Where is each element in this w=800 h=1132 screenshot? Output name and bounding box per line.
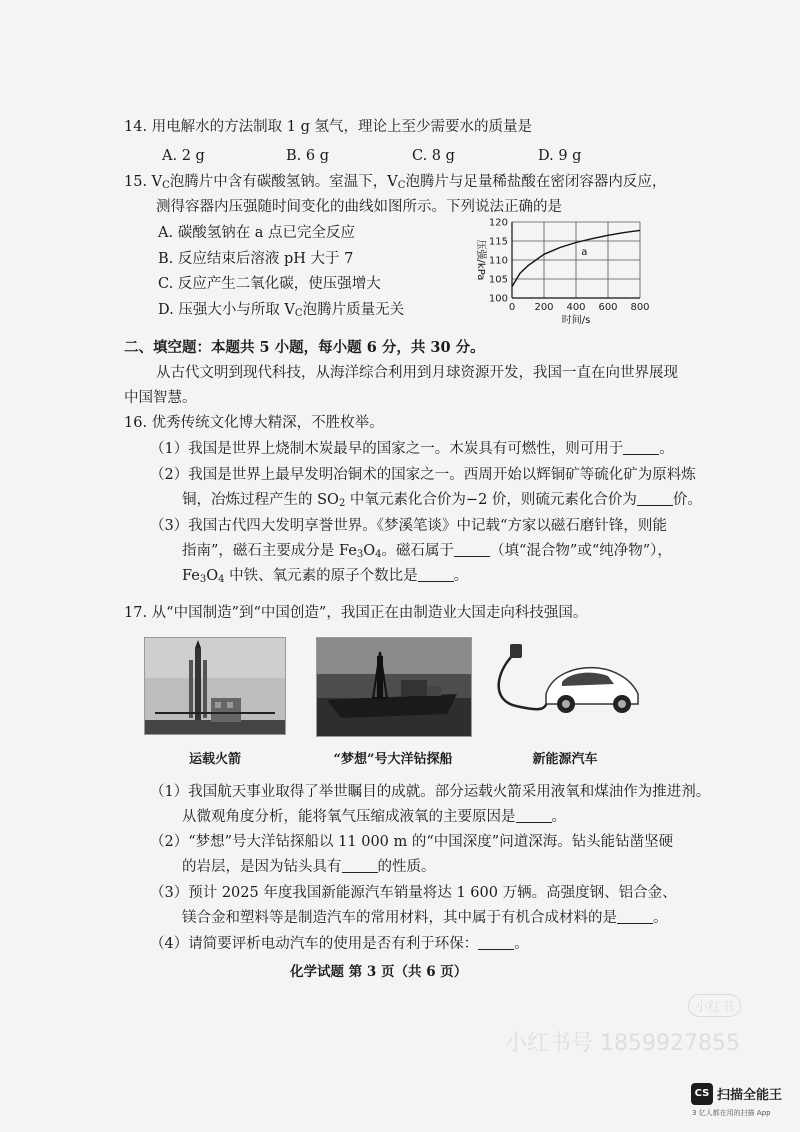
watermark-text: 小红书号 1859927855 xyxy=(505,1031,740,1056)
q17-part1-line2: 从微观角度分析，能将氧气压缩成液氧的主要原因是 。 xyxy=(182,809,566,825)
q14-option-b: B. 6 g xyxy=(286,148,329,164)
q15-option-a: A. 碳酸氢钠在 a 点已完全反应 xyxy=(158,225,356,241)
section-title: 二、填空题：本题共 5 小题，每小题 6 分，共 30 分。 xyxy=(124,339,485,356)
x-tick-label: 400 xyxy=(566,302,586,313)
q15-stem-line2: 测得容器内压强随时间变化的曲线如图所示。下列说法正确的是 xyxy=(156,199,562,215)
camscanner-logo-icon: CS xyxy=(691,1083,713,1105)
q17-part3-line1: （3）预计 2025 年度我国新能源汽车销量将达 1 600 万辆。高强度钢、铝合金、 xyxy=(150,885,677,901)
answer-blank[interactable] xyxy=(623,440,659,455)
rocket-photo xyxy=(144,637,286,735)
y-tick-label: 110 xyxy=(488,255,508,267)
q14-option-c: C. 8 g xyxy=(412,148,455,164)
q16-part3-line2: 指南”，磁石主要成分是 $Fe_3O_4$。磁石属于 （填“混合物”或“纯净物”）， xyxy=(182,543,672,560)
q15-option-d: D. 压强大小与所取 $V_C$泡腾片质量无关 xyxy=(158,302,405,319)
answer-blank[interactable] xyxy=(418,567,454,582)
rocket-launch-icon xyxy=(145,638,285,734)
q15-option-c: C. 反应产生二氧化碳，使压强增大 xyxy=(158,276,381,292)
q16-stem: 16. 优秀传统文化博大精深，不胜枚举。 xyxy=(124,415,384,431)
q16-part2-line1: （2）我国是世界上最早发明冶铜术的国家之一。西周开始以辉铜矿等硫化矿为原料炼 xyxy=(150,467,696,483)
electric-car-icon xyxy=(486,640,644,722)
section-intro-1: 从古代文明到现代科技，从海洋综合利用到月球资源开发，我国一直在向世界展现 xyxy=(156,365,678,381)
q14-option-a: A. 2 g xyxy=(162,148,205,164)
answer-blank[interactable] xyxy=(617,909,653,924)
scanner-app-name: 扫描全能王 xyxy=(717,1088,783,1103)
scanner-tagline: 3 亿人都在用的扫描 App xyxy=(692,1109,771,1117)
q14-stem: 14. 用电解水的方法制取 1 g 氢气，理论上至少需要水的质量是 xyxy=(124,119,533,135)
q17-part2-line1: （2）“梦想”号大洋钻探船以 11 000 m 的“中国深度”问道深海。钻头能钻凿坚硬 xyxy=(150,834,674,850)
answer-blank[interactable] xyxy=(454,542,490,557)
section-intro-2: 中国智慧。 xyxy=(124,390,197,406)
x-tick-label: 0 xyxy=(508,302,516,313)
x-tick-label: 800 xyxy=(630,302,650,313)
answer-blank[interactable] xyxy=(342,858,378,873)
answer-blank[interactable] xyxy=(516,808,552,823)
x-tick-label: 600 xyxy=(598,302,618,313)
q17-part2-line2: 的岩层，是因为钻头具有 的性质。 xyxy=(182,859,436,875)
ship-icon xyxy=(317,638,471,736)
q15-stem-line1: 15. $V_C$泡腾片中含有碳酸氢钠。室温下，$V_C$泡腾片与足量稀盐酸在密闭容器内反应， xyxy=(124,174,667,191)
pressure-time-chart xyxy=(468,214,656,338)
q15-option-b: B. 反应结束后溶液 pH 大于 7 xyxy=(158,251,354,267)
q17-stem: 17. 从“中国制造”到“中国创造”，我国正在由制造业大国走向科技强国。 xyxy=(124,605,588,621)
q16-part1: （1）我国是世界上烧制木炭最早的国家之一。木炭具有可燃性，则可用于 。 xyxy=(150,441,674,457)
point-a-label: a xyxy=(581,246,588,258)
y-tick-label: 120 xyxy=(488,217,508,229)
y-axis-label: 压强/kPa xyxy=(475,239,486,281)
answer-blank[interactable] xyxy=(478,935,514,950)
page-footer: 化学试题 第 3 页（共 6 页） xyxy=(290,964,468,980)
q16-part2-line2: 铜，冶炼过程产生的 $SO_2$ 中氧元素化合价为−2 价，则硫元素化合价为 价。 xyxy=(182,492,702,509)
q14-option-d: D. 9 g xyxy=(538,148,582,164)
q17-part3-line2: 镁合金和塑料等是制造汽车的常用材料，其中属于有机合成材料的是 。 xyxy=(182,910,668,926)
q17-part4: （4）请简要评析电动汽车的使用是否有利于环保： 。 xyxy=(150,936,529,952)
x-axis-label: 时间/s xyxy=(561,315,591,326)
caption-car: 新能源汽车 xyxy=(532,752,598,767)
drilling-ship-photo xyxy=(316,637,472,737)
caption-ship: “梦想”号大洋钻探船 xyxy=(333,752,453,767)
y-tick-label: 105 xyxy=(488,274,508,286)
answer-blank[interactable] xyxy=(637,491,673,506)
y-tick-label: 115 xyxy=(488,236,508,248)
y-tick-label: 100 xyxy=(488,293,508,305)
electric-car-photo xyxy=(486,640,644,722)
caption-rocket: 运载火箭 xyxy=(188,752,241,767)
q16-part3-line1: （3）我国古代四大发明享誉世界。《梦溪笔谈》中记载“方家以磁石磨针锋，则能 xyxy=(150,518,667,534)
q16-part3-line3: $Fe_3O_4$ 中铁、氧元素的原子个数比是 。 xyxy=(182,568,469,585)
q17-part1-line1: （1）我国航天事业取得了举世瞩目的成就。部分运载火箭采用液氧和煤油作为推进剂。 xyxy=(150,784,711,800)
x-tick-label: 200 xyxy=(534,302,554,313)
watermark-badge: 小红书 xyxy=(688,994,741,1017)
